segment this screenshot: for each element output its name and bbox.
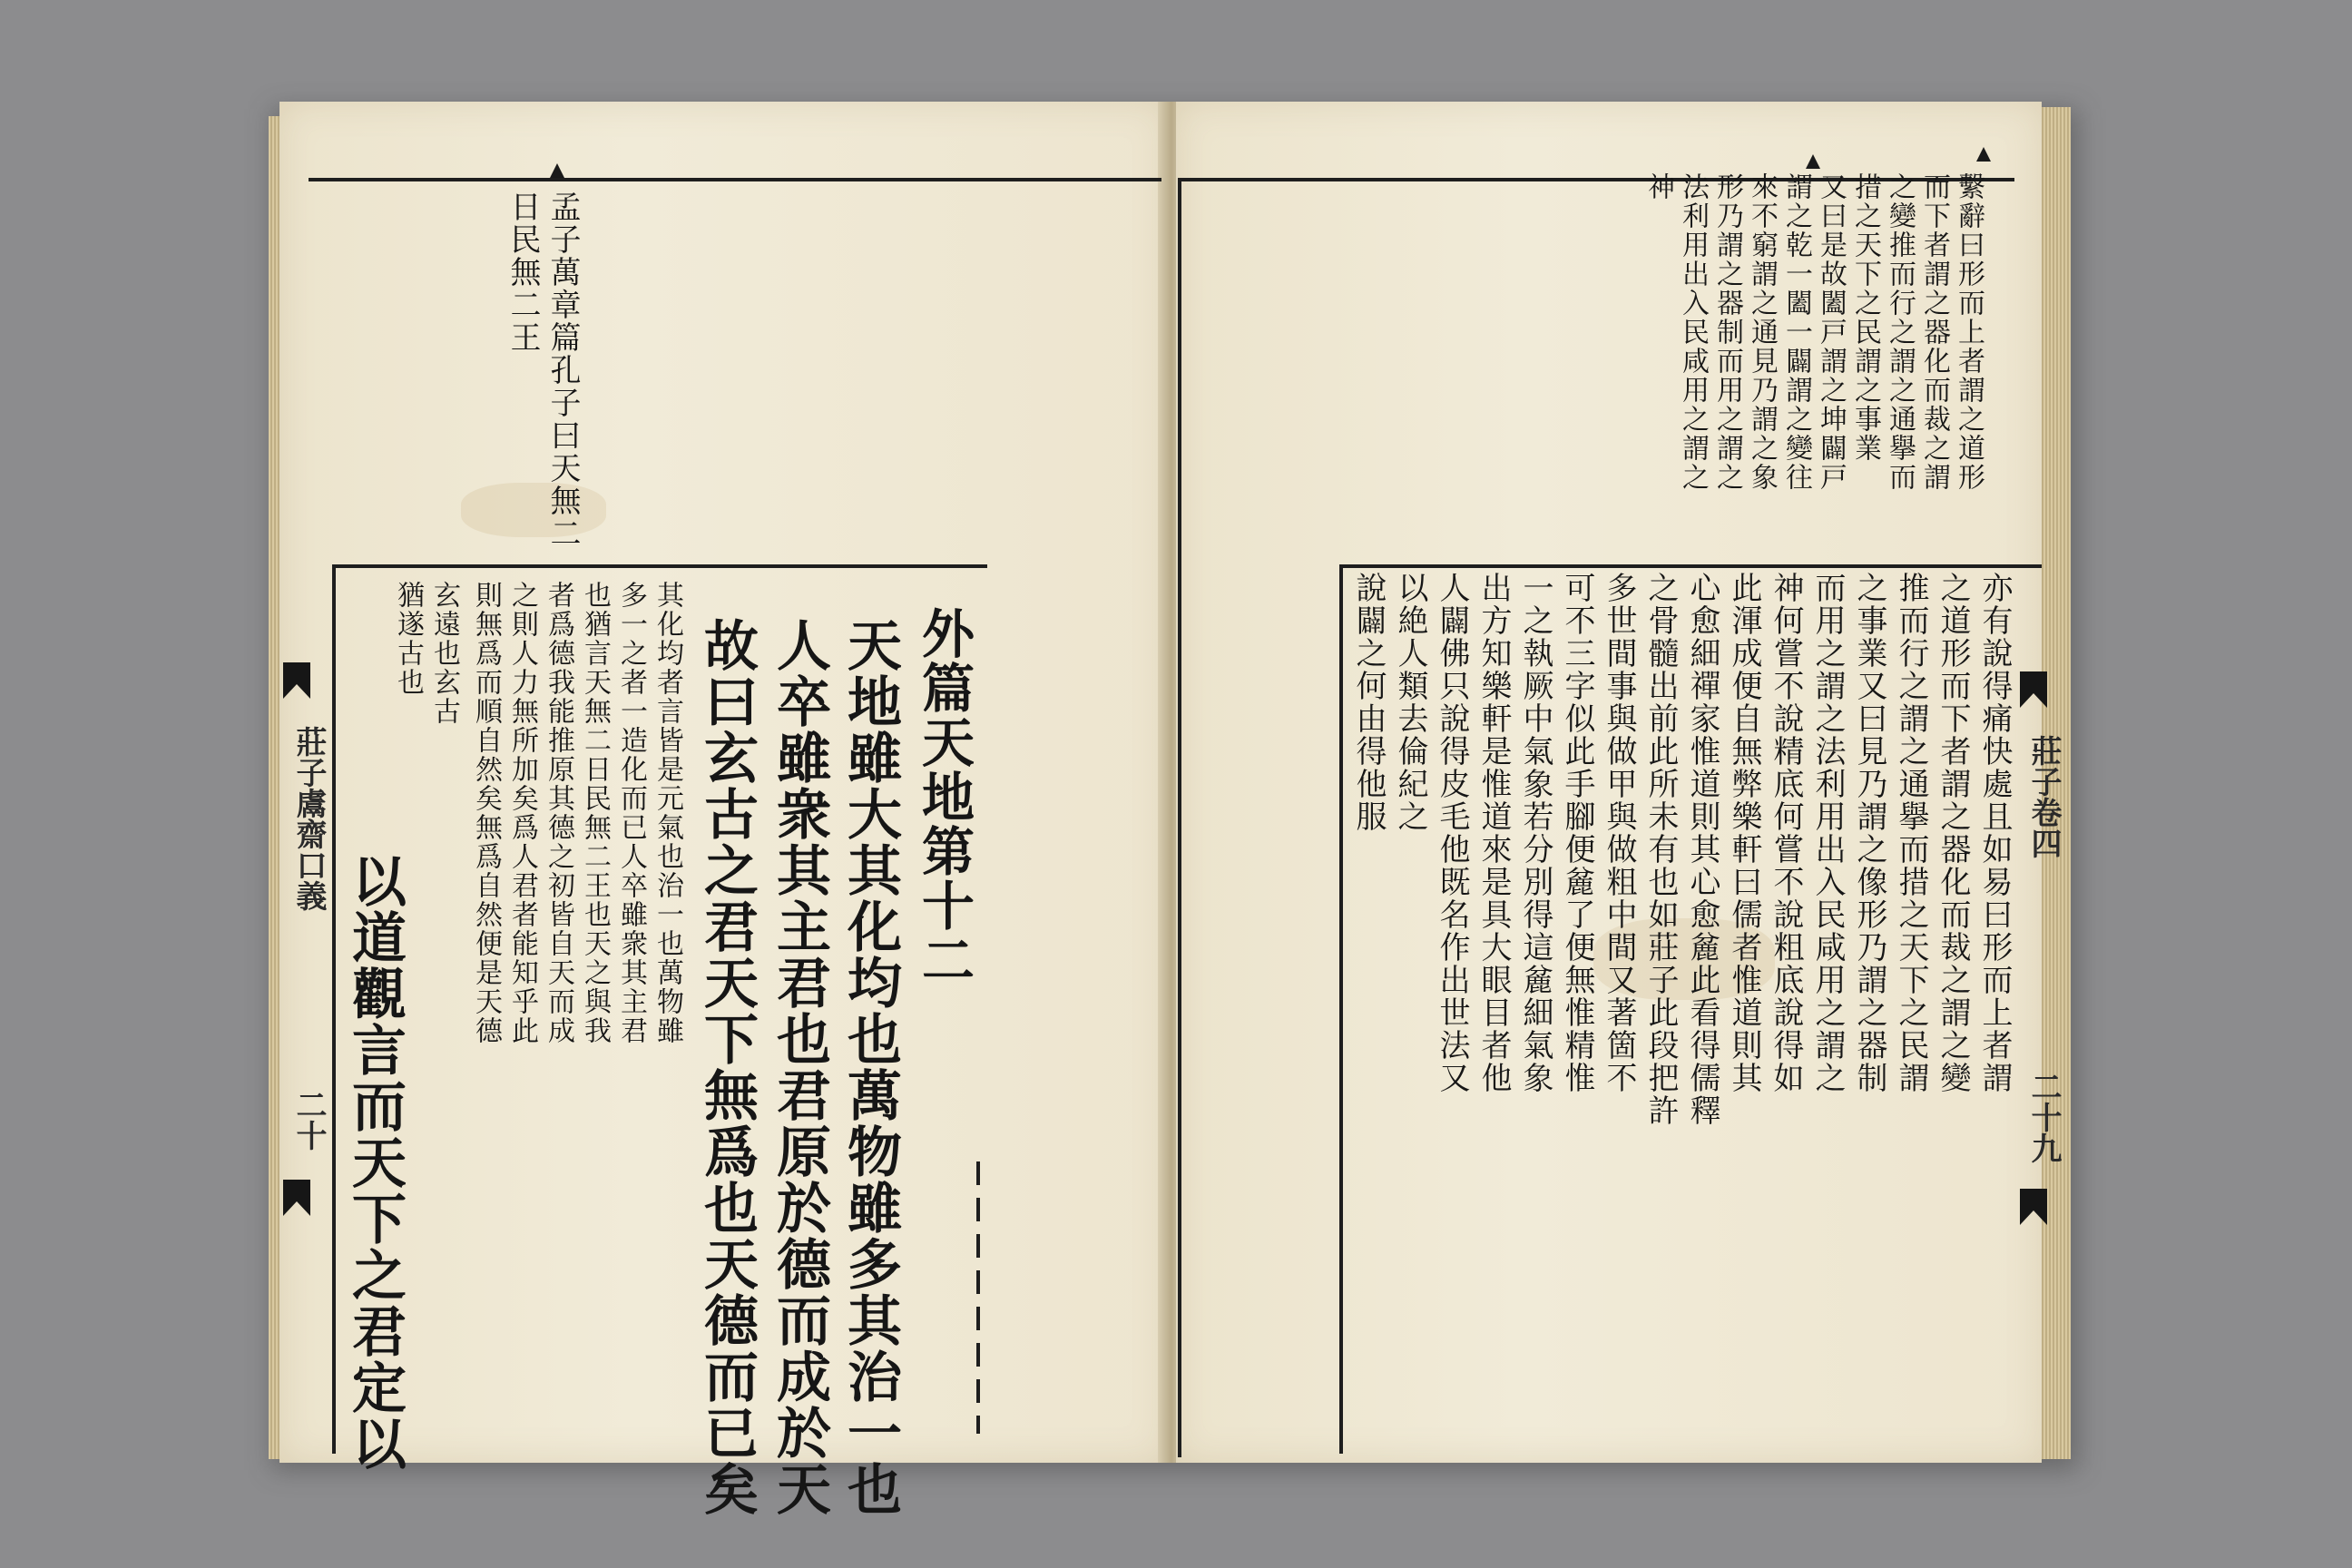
folio-number: 二十九 bbox=[2025, 1071, 2062, 1163]
corner-mark bbox=[1806, 154, 1820, 169]
upper-note-column: 繫辭曰形而上者謂之道形 bbox=[1953, 172, 1984, 492]
upper-note-column: 之變推而行之謂之通擧而 bbox=[1884, 172, 1916, 492]
commentary-column: 之道形而下者謂之器化而裁之謂之變 bbox=[1935, 572, 1971, 1094]
commentary-column: 人闢佛只說得皮毛他既名作出世法又 bbox=[1434, 572, 1470, 1094]
commentary-column: 之骨髓出前此所未有也如莊子此段把許 bbox=[1642, 572, 1679, 1127]
upper-note-column: 又曰是故闔戸謂之坤闢戸 bbox=[1815, 172, 1847, 492]
paper-stain bbox=[461, 483, 606, 537]
commentary-column: 此渾成便自無弊樂軒曰儒者惟道則其 bbox=[1726, 572, 1762, 1094]
main-text-column: 天地雖大其化均也萬物雖多其治一也 bbox=[838, 617, 902, 1517]
main-text-column: 以道觀言而天下之君定以 bbox=[343, 853, 407, 1472]
right-box-top-rule bbox=[1343, 564, 2042, 568]
commentary-column: 說闢之何由得他服 bbox=[1350, 572, 1387, 833]
commentary-column: 多世間事與做甲與做粗中間又著箇不 bbox=[1601, 572, 1637, 1094]
commentary-column: 者爲德我能推原其德之初皆自天而成 bbox=[543, 581, 574, 1045]
commentary-column: 亦有說得痛快處且如易曰形而上者謂 bbox=[1976, 572, 2013, 1094]
left-box-top-rule bbox=[334, 564, 987, 568]
commentary-column: 其化均者言皆是元氣也治一也萬物雖 bbox=[652, 581, 683, 1045]
right-inner-rule bbox=[1178, 178, 1181, 1457]
commentary-column: 推而行之謂之通擧而措之天下之民謂 bbox=[1893, 572, 1929, 1094]
upper-note-column: 神 bbox=[1642, 172, 1674, 201]
commentary-column: 神何嘗不說精底何嘗不說粗底說得如 bbox=[1768, 572, 1804, 1094]
upper-note-column: 日民無二王 bbox=[505, 191, 541, 354]
commentary-column: 多一之者一造化而已人卒雖衆其主君 bbox=[615, 581, 647, 1045]
commentary-column: 則無爲而順自然矣無爲自然便是天德 bbox=[470, 581, 502, 1045]
right-box-left-rule bbox=[1339, 564, 1343, 1454]
left-top-rule bbox=[309, 178, 1161, 181]
folio-number: 二十 bbox=[290, 1089, 327, 1151]
commentary-column: 可不三字似此手腳便麄了便無惟精惟 bbox=[1559, 572, 1595, 1094]
upper-note-column: 措之天下之民謂之事業 bbox=[1849, 172, 1881, 463]
margin-title: 莊子鬳齋口義 bbox=[290, 726, 327, 911]
main-text-column: 人卒雖衆其主君也君原於德而成於天 bbox=[768, 617, 831, 1517]
commentary-column: 心愈細禪家惟道則其心愈麄此看得儒釋 bbox=[1684, 572, 1720, 1127]
commentary-column: 而用之謂之法利用出入民咸用之謂之 bbox=[1809, 572, 1846, 1094]
upper-note-column: 形乃謂之器制而用之謂之 bbox=[1711, 172, 1743, 492]
commentary-column: 以絶人類去倫紀之 bbox=[1392, 572, 1428, 833]
commentary-column: 猶遂古也 bbox=[392, 581, 424, 697]
chapter-heading: 外篇天地第十二 bbox=[913, 606, 975, 987]
upper-note-column: 而下者謂之器化而裁之謂 bbox=[1918, 172, 1950, 492]
commentary-column: 之則人力無所加矣爲人君者能知乎此 bbox=[506, 581, 538, 1045]
upper-note-column: 來不窮謂之通見乃謂之象 bbox=[1746, 172, 1778, 492]
upper-note-column: 孟子萬章篇孔子曰天無二 bbox=[544, 191, 581, 550]
left-box-left-rule bbox=[332, 564, 336, 1454]
commentary-column: 之事業又曰見乃謂之像形乃謂之器制 bbox=[1851, 572, 1887, 1094]
upper-note-column: 謂之乾一闔一闢謂之變往 bbox=[1780, 172, 1812, 492]
column-guide bbox=[976, 1161, 980, 1434]
commentary-column: 一之執厥中氣象若分別得這麄細氣象 bbox=[1517, 572, 1553, 1094]
upper-note-column: 法利用出入民咸用之謂之 bbox=[1677, 172, 1709, 492]
corner-mark bbox=[1976, 147, 1991, 162]
main-text-column: 故曰玄古之君天下無爲也天德而已矣 bbox=[695, 617, 759, 1517]
commentary-column: 出方知樂軒是惟道來是具大眼目者他 bbox=[1475, 572, 1512, 1094]
commentary-column: 玄遠也玄古 bbox=[428, 581, 460, 726]
commentary-column: 也猶言天無二日民無二王也天之與我 bbox=[579, 581, 611, 1045]
margin-title: 莊子卷四 bbox=[2025, 735, 2062, 858]
corner-mark bbox=[550, 163, 564, 178]
